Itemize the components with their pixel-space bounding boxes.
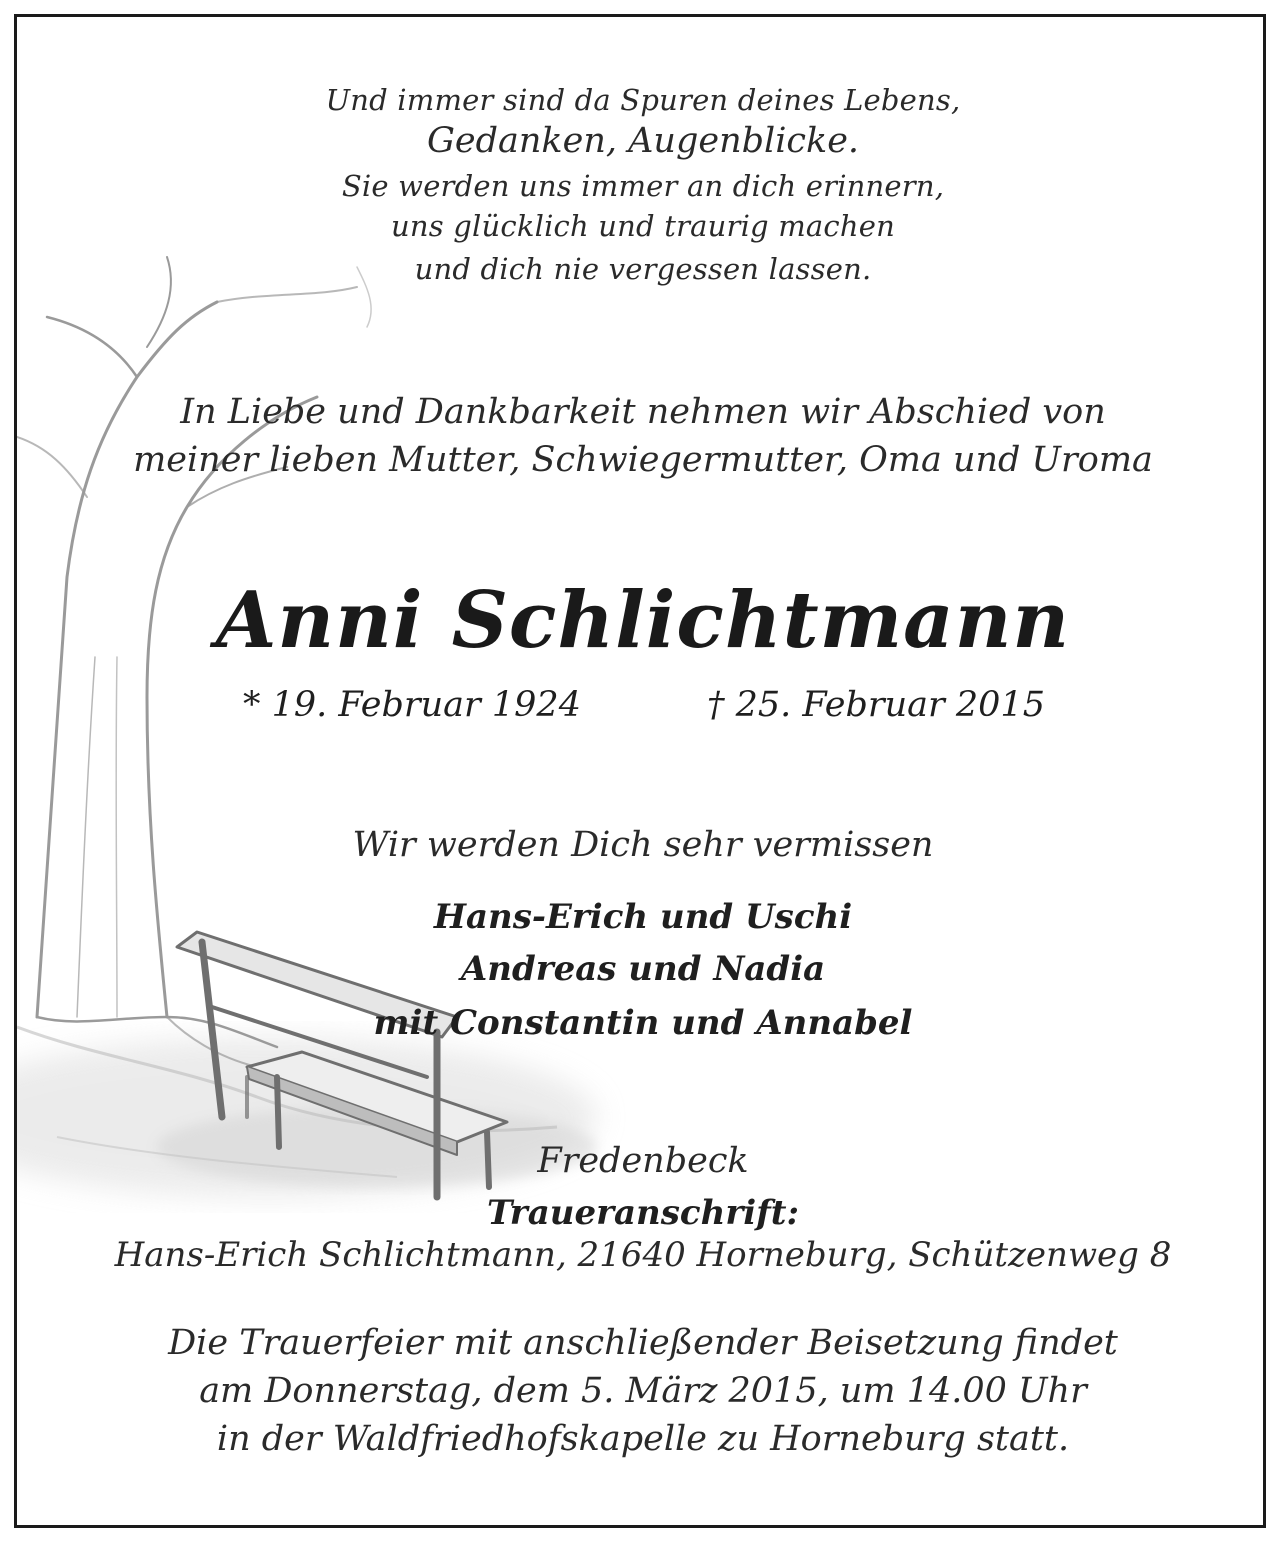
intro-line-1: In Liebe und Dankbarkeit nehmen wir Abschied von bbox=[180, 392, 1106, 432]
tree-bench-illustration bbox=[17, 17, 1266, 1528]
address-label: Traueranschrift: bbox=[486, 1193, 800, 1233]
obituary-notice bbox=[14, 14, 1266, 1528]
death-date: † 25. Februar 2015 bbox=[707, 685, 1045, 725]
poem-line-2: Gedanken, Augenblicke. bbox=[426, 121, 860, 161]
mourners-line-1: Hans-Erich und Uschi bbox=[433, 897, 853, 937]
funeral-line-1: Die Trauerfeier mit anschließender Beisetzung findet bbox=[168, 1323, 1118, 1363]
place: Fredenbeck bbox=[537, 1141, 749, 1181]
poem-line-1: Und immer sind da Spuren deines Lebens, bbox=[325, 83, 961, 117]
mourners-line-2: Andreas und Nadia bbox=[460, 949, 826, 989]
mourners-intro: Wir werden Dich sehr vermissen bbox=[352, 825, 934, 865]
funeral-line-2: am Donnerstag, dem 5. März 2015, um 14.00 Uhr bbox=[199, 1371, 1087, 1411]
intro-line-2: meiner lieben Mutter, Schwiegermutter, Oma und Uroma bbox=[133, 440, 1153, 480]
address-value: Hans-Erich Schlichtmann, 21640 Horneburg, Schützenweg 8 bbox=[114, 1235, 1172, 1275]
funeral-line-3: in der Waldfriedhofskapelle zu Horneburg statt. bbox=[216, 1419, 1070, 1459]
mourners-line-3: mit Constantin und Annabel bbox=[373, 1003, 913, 1043]
poem-line-4: uns glücklich und traurig machen bbox=[391, 209, 895, 243]
poem-line-5: und dich nie vergessen lassen. bbox=[414, 252, 872, 286]
birth-date: * 19. Februar 1924 bbox=[243, 685, 581, 725]
deceased-name: Anni Schlichtmann bbox=[215, 575, 1071, 666]
poem-line-3: Sie werden uns immer an dich erinnern, bbox=[341, 169, 945, 203]
